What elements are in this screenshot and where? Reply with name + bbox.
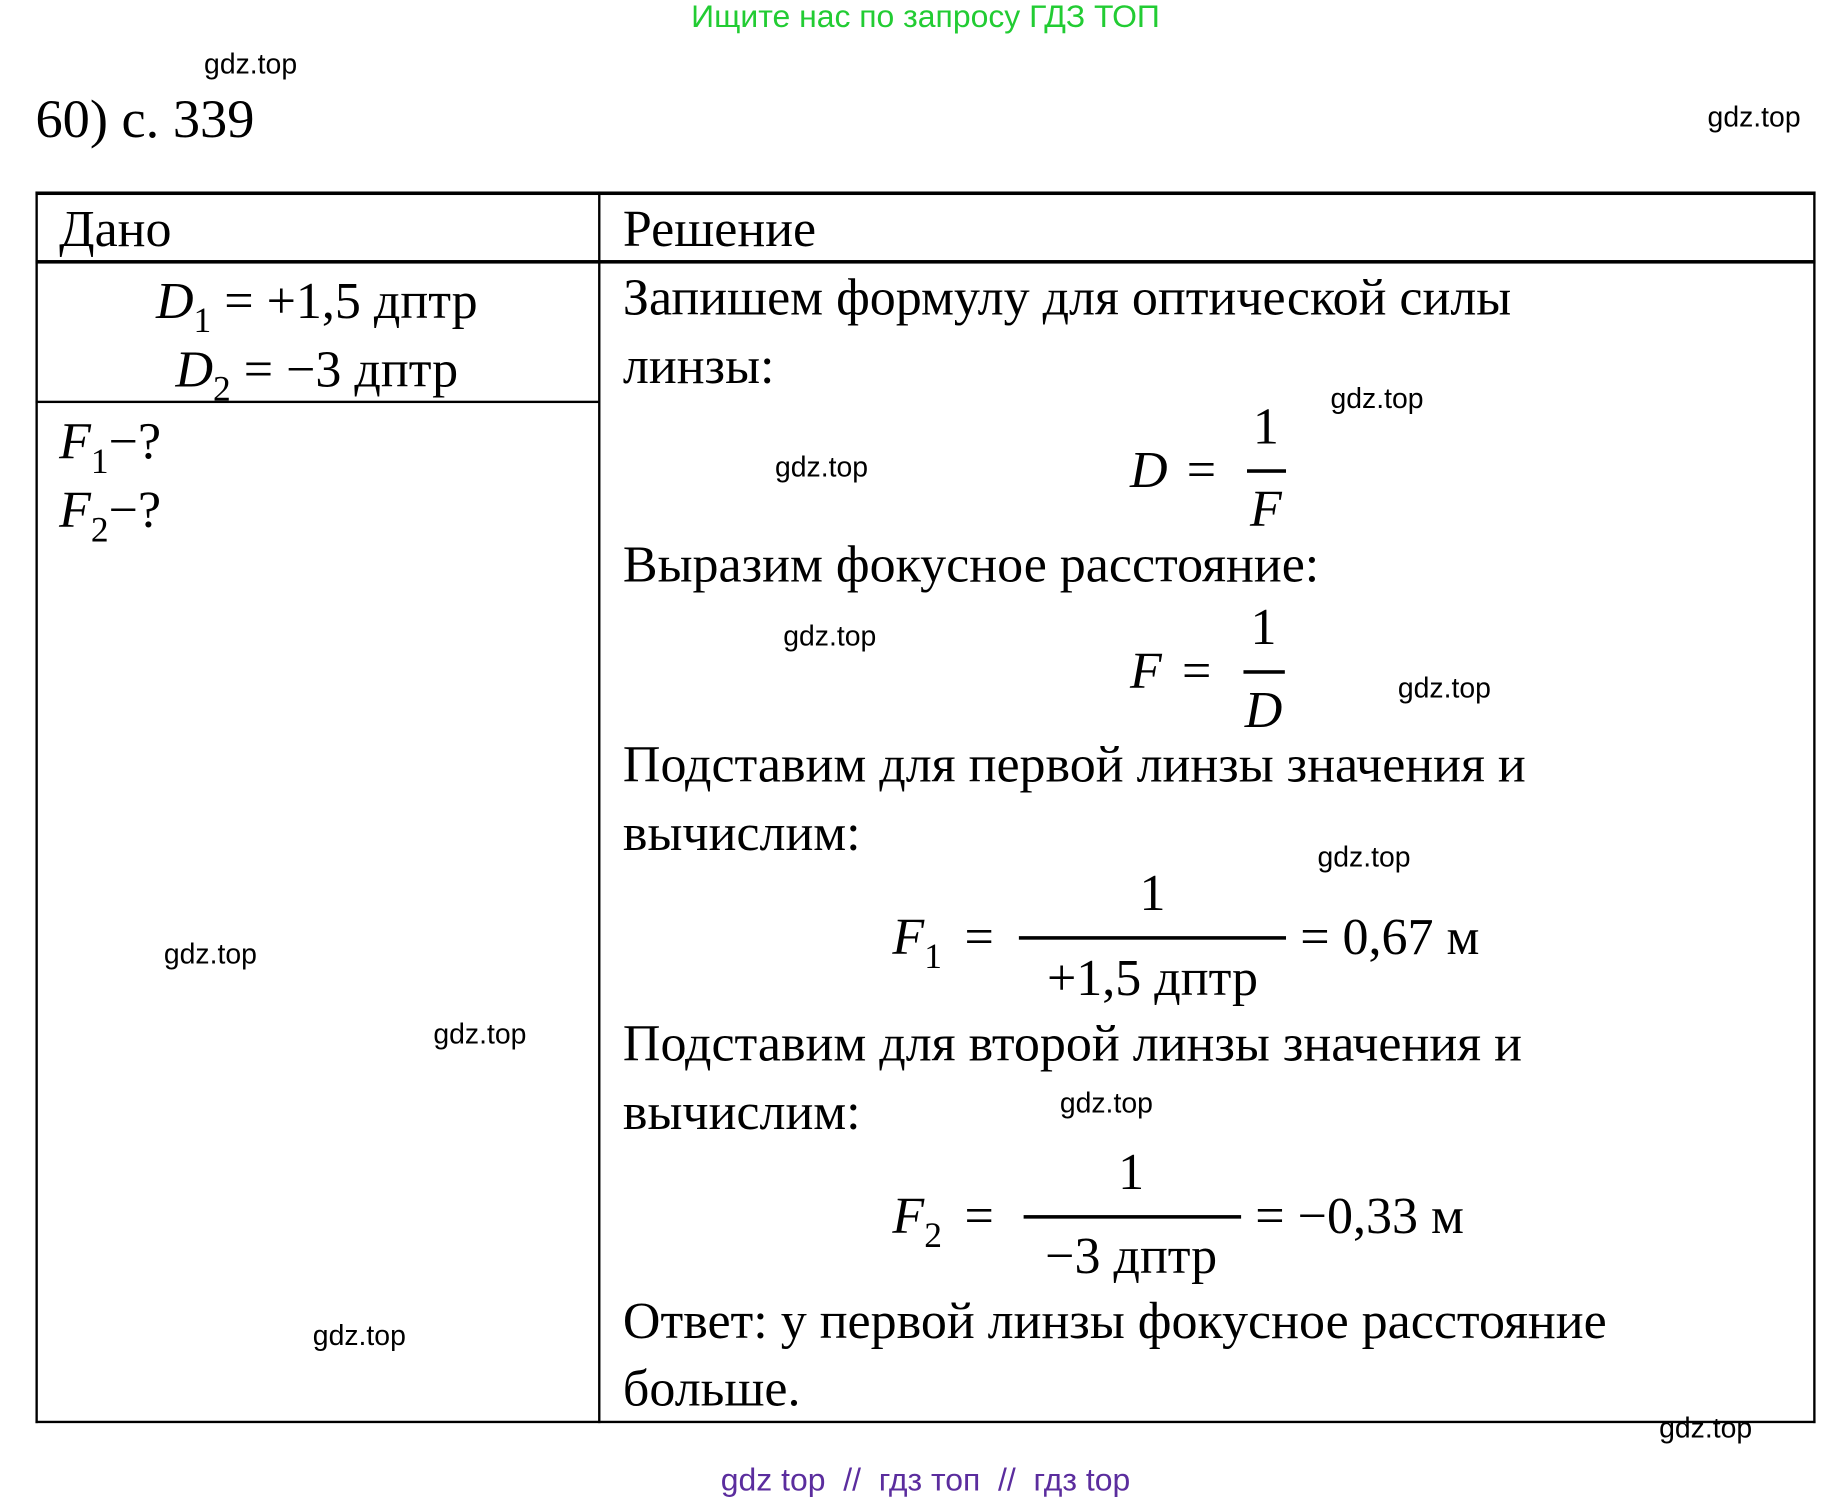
- footer-links[interactable]: gdz top // гдз топ // гдз top: [720, 1462, 1131, 1498]
- watermark: gdz.top: [1059, 1087, 1153, 1120]
- watermark: gdz.top: [433, 1018, 527, 1051]
- fraction-bar: [1019, 936, 1286, 940]
- var: F: [892, 907, 925, 966]
- promo-text: Ищите нас по запросу ГДЗ ТОП: [691, 0, 1160, 35]
- formula-result: = 0,67 м: [1300, 907, 1480, 966]
- task-number: 60) с. 339: [35, 88, 255, 149]
- formula-lhs: [892, 1186, 942, 1256]
- fraction-bar: [1024, 1215, 1241, 1219]
- watermark: gdz.top: [783, 620, 877, 653]
- fraction-bar: [1243, 670, 1284, 674]
- formula-eq: =: [964, 907, 994, 966]
- watermark: gdz.top: [1330, 382, 1424, 415]
- formula-lhs: D: [1129, 440, 1168, 499]
- find-f1: [59, 412, 162, 482]
- formula-denominator: F: [1250, 479, 1282, 538]
- var: F: [892, 1186, 925, 1245]
- solution-line: Выразим фокусное расстояние:: [622, 535, 1320, 594]
- var: F: [59, 412, 91, 471]
- watermark: gdz.top: [312, 1320, 406, 1353]
- var: D: [175, 340, 214, 399]
- value: = +1,5 дптр: [211, 271, 478, 330]
- subscript: 1: [924, 937, 942, 977]
- solution-line: Подставим для второй линзы значения и: [622, 1014, 1522, 1073]
- subscript: 2: [90, 510, 109, 550]
- formula-numerator: 1: [1250, 598, 1277, 657]
- formula-eq: =: [1182, 641, 1212, 700]
- unknown: −?: [108, 481, 162, 539]
- given-divider: [35, 401, 599, 403]
- var: F: [59, 481, 91, 539]
- given-header: Дано: [59, 199, 172, 258]
- watermark: gdz.top: [163, 938, 257, 971]
- subscript: 1: [90, 442, 109, 482]
- given-d1: [155, 271, 478, 341]
- formula-denominator: +1,5 дптр: [1046, 949, 1258, 1008]
- watermark: gdz.top: [1659, 1412, 1753, 1445]
- solution-line: Подставим для первой линзы значения и: [622, 735, 1526, 794]
- fraction-bar: [1247, 469, 1286, 473]
- formula-lhs: [892, 907, 942, 977]
- solution-line: линзы:: [622, 336, 775, 395]
- formula-numerator: 1: [1252, 397, 1279, 456]
- table-border-top: [35, 191, 1815, 195]
- formula-denominator: D: [1244, 680, 1283, 739]
- solution-line: Запишем формулу для оптической силы: [622, 268, 1512, 327]
- unknown: −?: [108, 412, 162, 471]
- solution-header: Решение: [622, 199, 817, 258]
- watermark: gdz.top: [1317, 841, 1411, 874]
- formula-eq: =: [1186, 440, 1217, 499]
- find-f2: [59, 481, 162, 550]
- formula-lhs: F: [1129, 641, 1162, 700]
- subscript: 2: [213, 369, 231, 409]
- answer-line: больше.: [622, 1359, 801, 1418]
- table-border-left: [35, 191, 37, 1423]
- formula-denominator: −3 дптр: [1045, 1226, 1218, 1285]
- subscript: 2: [924, 1216, 942, 1256]
- formula-numerator: 1: [1118, 1142, 1145, 1201]
- solution-line: вычислим:: [622, 1082, 861, 1141]
- subscript: 1: [193, 301, 212, 341]
- watermark: gdz.top: [204, 48, 298, 81]
- formula-numerator: 1: [1139, 864, 1166, 922]
- formula-result: = −0,33 м: [1255, 1186, 1464, 1245]
- watermark: gdz.top: [1707, 101, 1801, 134]
- watermark: gdz.top: [1397, 672, 1491, 705]
- given-d2: [175, 340, 459, 409]
- table-border-bottom: [35, 1421, 1815, 1423]
- var: D: [155, 271, 194, 330]
- column-divider: [598, 191, 600, 1423]
- solution-line: вычислим:: [622, 803, 861, 862]
- table-border-right: [1813, 191, 1815, 1423]
- answer-line: Ответ: у первой линзы фокусное расстояние: [622, 1291, 1607, 1350]
- watermark: gdz.top: [774, 451, 869, 484]
- header-divider: [35, 260, 1815, 264]
- formula-eq: =: [964, 1186, 994, 1245]
- value: = −3 дптр: [230, 340, 459, 399]
